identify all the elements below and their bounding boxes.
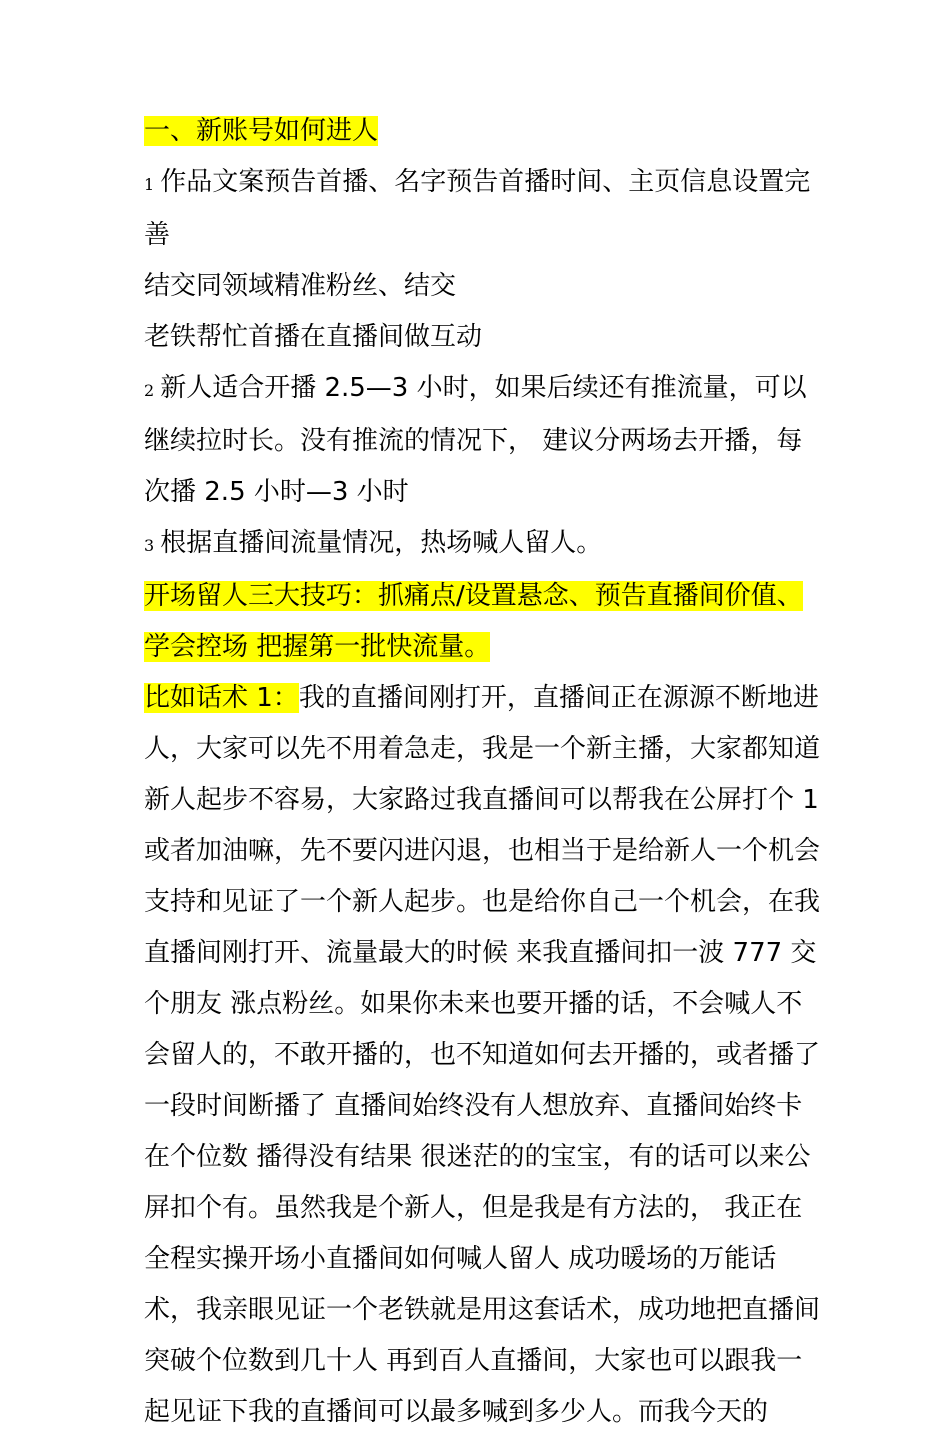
item-1-text-line-2: 结交同领域精准粉丝、结交 [144, 271, 457, 301]
item-1-text-line-1: 作品文案预告首播、名字预告首播时间、主页信息设置完善 [144, 167, 811, 250]
example-label: 比如话术 1： [144, 683, 299, 713]
item-1-line-3 [144, 312, 824, 363]
item-1-line-2 [144, 261, 824, 312]
item-3-text: 根据直播间流量情况，热场喊人留人。 [160, 528, 603, 558]
document-body [144, 106, 824, 1438]
item-3-number: 3 [144, 536, 155, 555]
example-paragraph [144, 673, 824, 1438]
heading-paragraph [144, 106, 824, 157]
item-2-text: 新人适合开播 2.5—3 小时，如果后续还有推流量，可以继续拉时长。没有推流的情况下， 建议分两场去开播，每次播 2.5 小时—3 小时 [144, 373, 807, 507]
example-body: 我的直播间刚打开，直播间正在源源不断地进人，大家可以先不用着急走，我是一个新主播，大家都知道新人起步不容易，大家路过我直播间可以帮我在公屏打个 1 或者加油嘛，先不要闪进闪退，也相当于是给新人一个机会 支持和见证了一个新人起步。也是给你自己一个机会，在我直播间刚打开、流量最大的时候 来我直播间扣一波 777 交个朋友 涨点粉丝。如果你未来也要开播的话，不会喊人不会留人的，不敢开播的，也不知道如何去开播的，或者播了一段时间断播了 直播间始终没有人想放弃、直播间始终卡在个位数 播得没有结果 很迷茫的的宝宝，有的话可以来公屏扣个有。虽然我是个新人，但是我是有方法的， 我正在全程实操开场小直播间如何喊人留人 成功暖场的万能话术，我亲眼见证一个老铁就是用这套话术，成功地把直播间突破个位数到几十人 再到百人直播间，大家也可以跟我一起见证下我的直播间可以最多喊到多少人。而我今天的 [144, 683, 821, 1427]
section-heading: 一、新账号如何进人 [144, 116, 379, 146]
tips-text: 开场留人三大技巧：抓痛点/设置悬念、预告直播间价值、学会控场 把握第一批快流量。 [144, 581, 803, 662]
item-1-line-1 [144, 157, 824, 261]
item-1-number: 1 [144, 175, 155, 194]
item-2-paragraph [144, 363, 824, 518]
item-3-paragraph [144, 518, 824, 571]
tips-paragraph [144, 571, 824, 673]
item-2-number: 2 [144, 381, 155, 400]
item-1-text-line-3: 老铁帮忙首播在直播间做互动 [144, 322, 483, 352]
